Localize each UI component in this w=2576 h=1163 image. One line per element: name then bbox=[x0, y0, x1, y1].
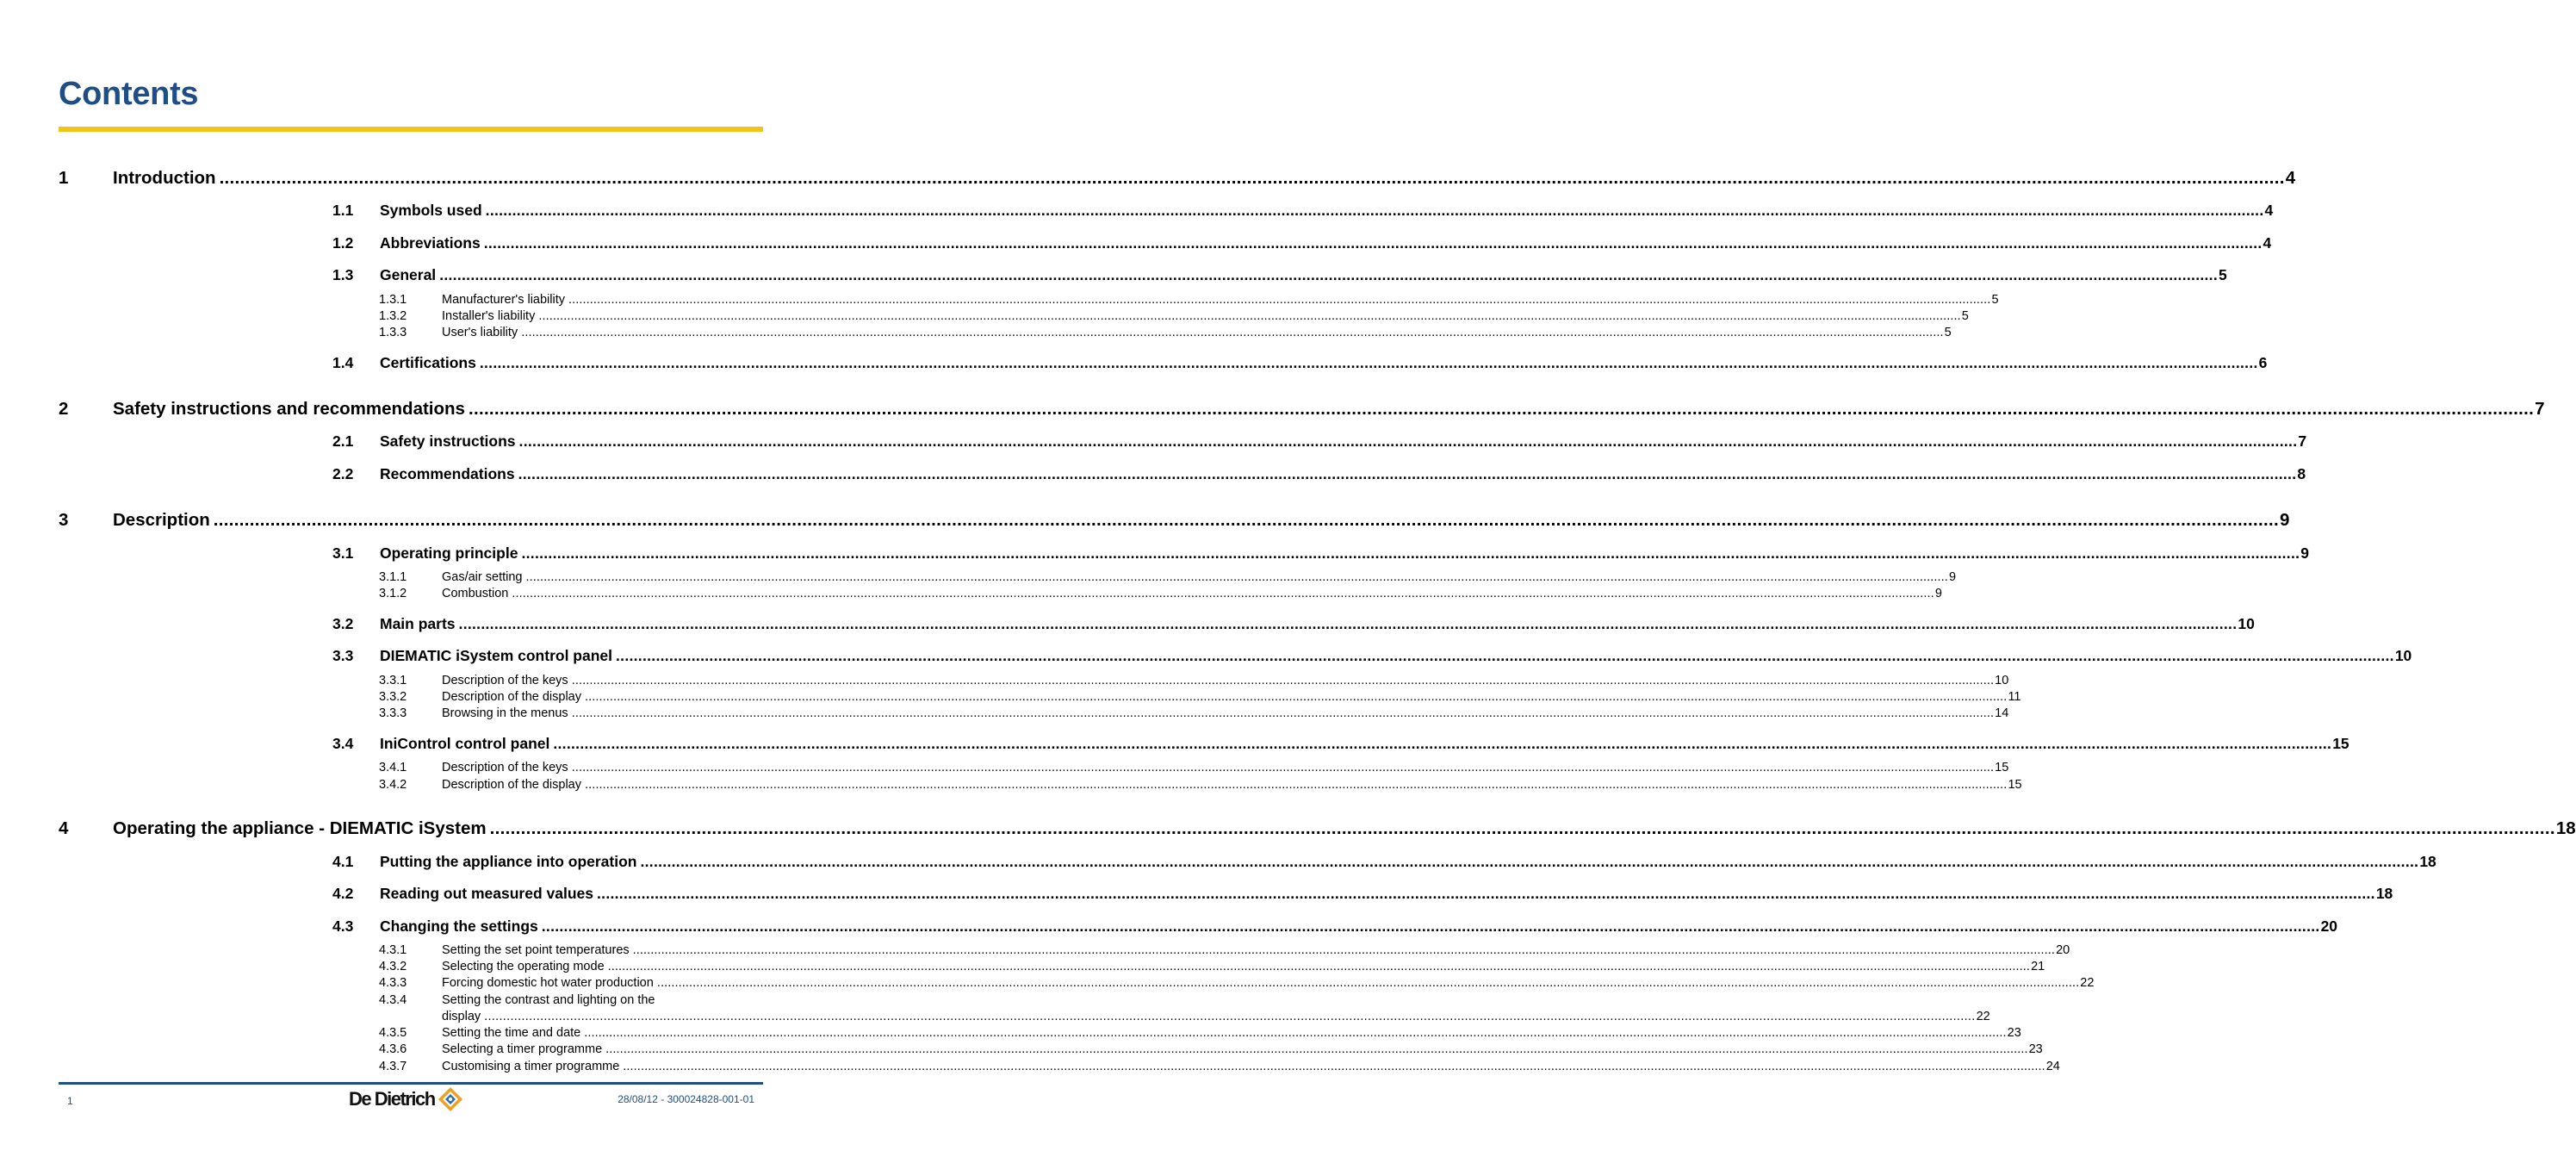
toc-entry-number: 3.1.2 bbox=[379, 587, 407, 600]
toc-entry-page: 23 bbox=[2007, 1026, 2021, 1040]
toc-entry-number: 3.4.2 bbox=[379, 778, 407, 792]
dot-leader: ................................................................................................................................................................................................................................................................................................................................................................................................................ bbox=[584, 1026, 2007, 1040]
toc-entry-level-2[interactable] bbox=[332, 432, 2307, 451]
toc-entry-title: General bbox=[380, 266, 437, 283]
toc-entry-number: 3.4.1 bbox=[379, 761, 407, 774]
toc-entry-number: 3.3 bbox=[332, 647, 354, 664]
dot-leader: ................................................................................................................................................................................................................................................................................................................................................................................................................ bbox=[656, 976, 2080, 990]
toc-entry-number: 4.3.7 bbox=[379, 1060, 407, 1073]
toc-entry-title: Combustion bbox=[442, 587, 509, 600]
toc-entry-level-3[interactable] bbox=[379, 778, 2022, 792]
dot-leader: ................................................................................................................................................................................................................................................................................................................................................................................................................ bbox=[571, 761, 1995, 774]
toc-entry-number: 4.3.5 bbox=[379, 1026, 407, 1040]
toc-entry-level-3[interactable] bbox=[379, 326, 1952, 339]
dot-leader: ................................................................................................................................................................................................................................................................................................................................................................................................................ bbox=[468, 399, 2535, 419]
toc-entry-level-3[interactable] bbox=[379, 570, 1957, 584]
toc-entry-number: 4 bbox=[59, 818, 69, 838]
dot-leader: ................................................................................................................................................................................................................................................................................................................................................................................................................ bbox=[632, 943, 2056, 957]
toc-entry-title: User's liability bbox=[442, 326, 518, 339]
toc-entry-page: 15 bbox=[1995, 761, 2009, 774]
toc-entry-page: 5 bbox=[1944, 326, 1952, 339]
toc-entry-number: 4.3.1 bbox=[379, 943, 407, 957]
toc-entry-title: Selecting a timer programme bbox=[442, 1042, 603, 1056]
toc-entry-level-1[interactable] bbox=[59, 168, 2296, 189]
dot-leader: ................................................................................................................................................................................................................................................................................................................................................................................................................ bbox=[518, 432, 2298, 450]
dot-leader: ................................................................................................................................................................................................................................................................................................................................................................................................................ bbox=[479, 354, 2258, 371]
toc-entry-title: Selecting the operating mode bbox=[442, 960, 605, 973]
toc-entry-page: 11 bbox=[2008, 690, 2021, 704]
brand-name: De Dietrich bbox=[349, 1088, 435, 1110]
toc-entry-title: Main parts bbox=[380, 615, 456, 632]
toc-entry-level-1[interactable] bbox=[59, 399, 2545, 420]
dot-leader: ................................................................................................................................................................................................................................................................................................................................................................................................................ bbox=[525, 570, 1948, 584]
toc-entry-page: 9 bbox=[2300, 544, 2310, 562]
toc-entry-level-2[interactable] bbox=[332, 234, 2272, 252]
toc-entry-title: Setting the time and date bbox=[442, 1026, 581, 1040]
dot-leader: ................................................................................................................................................................................................................................................................................................................................................................................................................ bbox=[521, 544, 2300, 562]
brand-logo bbox=[349, 1086, 463, 1112]
dot-leader: ................................................................................................................................................................................................................................................................................................................................................................................................................ bbox=[512, 587, 1934, 600]
toc-entry-title: Description bbox=[113, 510, 210, 530]
toc-entry-title: Installer's liability bbox=[442, 309, 536, 323]
toc-entry-level-3[interactable] bbox=[379, 587, 1942, 600]
toc-entry-page: 20 bbox=[2320, 917, 2338, 935]
toc-entry-title: Setting the set point temperatures bbox=[442, 943, 630, 957]
dot-leader: ................................................................................................................................................................................................................................................................................................................................................................................................................ bbox=[458, 615, 2238, 632]
toc-entry-page: 24 bbox=[2045, 1060, 2060, 1073]
footer-rule bbox=[59, 1082, 763, 1085]
toc-entry-title: Abbreviations bbox=[380, 234, 481, 252]
toc-entry-number: 3.2 bbox=[332, 615, 354, 632]
toc-entry-page: 6 bbox=[2258, 354, 2268, 371]
toc-entry-page: 20 bbox=[2056, 943, 2070, 957]
toc-entry-number: 1.3.1 bbox=[379, 293, 407, 307]
toc-entry-number: 4.3.2 bbox=[379, 960, 407, 973]
toc-entry-title: DIEMATIC iSystem control panel bbox=[380, 647, 612, 664]
toc-entry-page: 5 bbox=[1961, 309, 1969, 323]
dot-leader: ................................................................................................................................................................................................................................................................................................................................................................................................................ bbox=[605, 1042, 2028, 1056]
toc-entry-level-3[interactable] bbox=[379, 674, 2009, 687]
page-title: Contents bbox=[59, 76, 199, 112]
dot-leader: ................................................................................................................................................................................................................................................................................................................................................................................................................ bbox=[485, 202, 2264, 219]
toc-entry-level-2[interactable] bbox=[332, 647, 2412, 665]
dot-leader: ................................................................................................................................................................................................................................................................................................................................................................................................................ bbox=[616, 647, 2394, 664]
toc-entry-page: 4 bbox=[2263, 234, 2272, 252]
toc-entry-title: Operating the appliance - DIEMATIC iSystem bbox=[113, 818, 487, 838]
toc-entry-number: 3.1 bbox=[332, 544, 354, 562]
dot-leader: ................................................................................................................................................................................................................................................................................................................................................................................................................ bbox=[585, 690, 2008, 704]
toc-entry-page: 22 bbox=[2080, 976, 2095, 990]
dot-leader: ................................................................................................................................................................................................................................................................................................................................................................................................................ bbox=[571, 706, 1995, 720]
toc-entry-page: 5 bbox=[2219, 266, 2227, 283]
toc-entry-page: 10 bbox=[2238, 615, 2255, 632]
toc-entry-title: Description of the keys bbox=[442, 674, 568, 687]
dot-leader: ................................................................................................................................................................................................................................................................................................................................................................................................................ bbox=[568, 293, 1991, 307]
toc-entry-number: 2.1 bbox=[332, 432, 354, 450]
toc-entry-page: 7 bbox=[2535, 399, 2545, 419]
toc-entry-title: Customising a timer programme bbox=[442, 1060, 620, 1073]
toc-entry-level-2[interactable] bbox=[332, 917, 2338, 936]
toc-entry-title: Browsing in the menus bbox=[442, 706, 568, 720]
toc-entry-title: Description of the keys bbox=[442, 761, 568, 774]
toc-entry-continuation[interactable] bbox=[442, 1010, 1990, 1023]
toc-entry-level-3[interactable] bbox=[379, 960, 2045, 973]
toc-entry-level-3[interactable] bbox=[379, 293, 1999, 307]
toc-entry-number: 4.3 bbox=[332, 917, 354, 935]
toc-entry-title: Changing the settings bbox=[380, 917, 538, 935]
toc-entry-title: Introduction bbox=[113, 168, 216, 188]
toc-entry-number: 4.1 bbox=[332, 853, 354, 870]
toc-entry-level-3[interactable] bbox=[379, 309, 1969, 323]
toc-entry-number: 4.3.6 bbox=[379, 1042, 407, 1056]
toc-entry-page: 4 bbox=[2264, 202, 2274, 219]
toc-entry-number: 4.3.3 bbox=[379, 976, 407, 990]
toc-entry-number: 3 bbox=[59, 510, 69, 530]
toc-entry-page: 18 bbox=[2555, 818, 2576, 838]
dot-leader: ................................................................................................................................................................................................................................................................................................................................................................................................................ bbox=[439, 266, 2219, 283]
dot-leader: ................................................................................................................................................................................................................................................................................................................................................................................................................ bbox=[597, 885, 2375, 902]
toc-entry-page: 23 bbox=[2028, 1042, 2043, 1056]
toc-entry-level-1[interactable] bbox=[59, 510, 2290, 531]
toc-entry-page: 9 bbox=[2280, 510, 2290, 530]
dot-leader: ................................................................................................................................................................................................................................................................................................................................................................................................................ bbox=[640, 853, 2419, 870]
toc-entry-level-2[interactable] bbox=[332, 735, 2349, 753]
toc-entry-page: 15 bbox=[2332, 735, 2349, 752]
toc-entry-level-2[interactable] bbox=[332, 544, 2310, 563]
toc-entry-title: IniControl control panel bbox=[380, 735, 550, 752]
toc-entry-number: 2.2 bbox=[332, 465, 354, 482]
toc-entry-level-2[interactable] bbox=[332, 615, 2255, 633]
toc-entry-page: 14 bbox=[1995, 706, 2009, 720]
toc-entry-page: 21 bbox=[2031, 960, 2045, 973]
dot-leader: ................................................................................................................................................................................................................................................................................................................................................................................................................ bbox=[489, 818, 2555, 838]
dot-leader: ................................................................................................................................................................................................................................................................................................................................................................................................................ bbox=[607, 960, 2031, 973]
dot-leader: ................................................................................................................................................................................................................................................................................................................................................................................................................ bbox=[553, 735, 2332, 752]
dot-leader: ................................................................................................................................................................................................................................................................................................................................................................................................................ bbox=[623, 1060, 2045, 1073]
toc-entry-title: Putting the appliance into operation bbox=[380, 853, 637, 870]
toc-entry-level-2[interactable] bbox=[332, 354, 2268, 372]
toc-entry-number: 1.1 bbox=[332, 202, 354, 219]
toc-entry-level-3[interactable] bbox=[379, 976, 2095, 990]
toc-entry-title: Symbols used bbox=[380, 202, 482, 219]
dot-leader: ................................................................................................................................................................................................................................................................................................................................................................................................................ bbox=[484, 1010, 1976, 1023]
toc-entry-level-2[interactable] bbox=[332, 202, 2274, 220]
toc-entry-number: 1.3 bbox=[332, 266, 354, 283]
toc-entry-title: Description of the display bbox=[442, 778, 581, 792]
dot-leader: ................................................................................................................................................................................................................................................................................................................................................................................................................ bbox=[213, 510, 2279, 530]
toc-entry-title-continued: display bbox=[442, 1010, 481, 1023]
toc-entry-title: Reading out measured values bbox=[380, 885, 593, 902]
toc-entry-page: 10 bbox=[2394, 647, 2412, 664]
diamond-logo-icon bbox=[438, 1086, 463, 1112]
dot-leader: ................................................................................................................................................................................................................................................................................................................................................................................................................ bbox=[518, 465, 2297, 482]
toc-entry-title: Forcing domestic hot water production bbox=[442, 976, 654, 990]
dot-leader: ................................................................................................................................................................................................................................................................................................................................................................................................................ bbox=[541, 917, 2320, 935]
toc-entry-level-2[interactable] bbox=[332, 853, 2436, 871]
toc-entry-level-2[interactable] bbox=[332, 885, 2393, 903]
toc-entry-page: 9 bbox=[1948, 570, 1957, 584]
toc-entry-number: 1 bbox=[59, 168, 69, 188]
dot-leader: ................................................................................................................................................................................................................................................................................................................................................................................................................ bbox=[521, 326, 1944, 339]
toc-entry-title: Certifications bbox=[380, 354, 476, 371]
toc-entry-title: Gas/air setting bbox=[442, 570, 523, 584]
toc-entry-number: 4.2 bbox=[332, 885, 354, 902]
toc-entry-level-1[interactable] bbox=[59, 818, 2576, 839]
toc-entry-number: 3.4 bbox=[332, 735, 354, 752]
toc-entry-number: 1.3.3 bbox=[379, 326, 407, 339]
toc-entry-level-3[interactable] bbox=[379, 1026, 2021, 1040]
footer-page-number: 1 bbox=[67, 1095, 73, 1107]
toc-entry-title: Setting the contrast and lighting on the bbox=[442, 993, 655, 1007]
toc-entry-page: 18 bbox=[2375, 885, 2393, 902]
toc-entry-level-3[interactable] bbox=[379, 706, 2009, 720]
toc-entry-title: Recommendations bbox=[380, 465, 515, 482]
toc-entry-page: 8 bbox=[2297, 465, 2306, 482]
toc-entry-level-3[interactable] bbox=[379, 1060, 2060, 1073]
toc-entry-title: Operating principle bbox=[380, 544, 518, 562]
toc-entry-level-3[interactable] bbox=[379, 993, 763, 1007]
toc-entry-page: 7 bbox=[2298, 432, 2307, 450]
toc-entry-number: 3.3.1 bbox=[379, 674, 407, 687]
toc-entry-level-2[interactable] bbox=[332, 266, 2227, 284]
toc-entry-number: 3.3.3 bbox=[379, 706, 407, 720]
toc-entry-level-3[interactable] bbox=[379, 943, 2070, 957]
toc-entry-page: 18 bbox=[2419, 853, 2436, 870]
toc-entry-title: Safety instructions bbox=[380, 432, 516, 450]
toc-entry-number: 1.3.2 bbox=[379, 309, 407, 323]
toc-entry-page: 5 bbox=[1991, 293, 1999, 307]
toc-entry-title: Manufacturer's liability bbox=[442, 293, 565, 307]
dot-leader: ................................................................................................................................................................................................................................................................................................................................................................................................................ bbox=[585, 778, 2008, 792]
dot-leader: ................................................................................................................................................................................................................................................................................................................................................................................................................ bbox=[571, 674, 1995, 687]
toc-entry-number: 2 bbox=[59, 399, 69, 419]
toc-entry-level-3[interactable] bbox=[379, 1042, 2043, 1056]
toc-entry-level-3[interactable] bbox=[379, 761, 2009, 774]
toc-entry-level-2[interactable] bbox=[332, 465, 2306, 483]
dot-leader: ................................................................................................................................................................................................................................................................................................................................................................................................................ bbox=[483, 234, 2263, 252]
toc-entry-level-3[interactable] bbox=[379, 690, 2021, 704]
toc-entry-title: Description of the display bbox=[442, 690, 581, 704]
dot-leader: ................................................................................................................................................................................................................................................................................................................................................................................................................ bbox=[219, 168, 2285, 188]
toc-entry-page: 10 bbox=[1995, 674, 2009, 687]
title-rule bbox=[59, 127, 763, 132]
toc-entry-number: 1.4 bbox=[332, 354, 354, 371]
toc-entry-page: 22 bbox=[1976, 1010, 1990, 1023]
toc-entry-page: 9 bbox=[1934, 587, 1942, 600]
footer-reference: 28/08/12 - 300024828-001-01 bbox=[618, 1093, 754, 1105]
toc-entry-number: 3.1.1 bbox=[379, 570, 407, 584]
toc-entry-number: 4.3.4 bbox=[379, 993, 407, 1007]
dot-leader: ................................................................................................................................................................................................................................................................................................................................................................................................................ bbox=[538, 309, 1961, 323]
toc-entry-title: Safety instructions and recommendations bbox=[113, 399, 465, 419]
toc-entry-page: 4 bbox=[2285, 168, 2296, 188]
toc-entry-number: 1.2 bbox=[332, 234, 354, 252]
toc-entry-number: 3.3.2 bbox=[379, 690, 407, 704]
toc-entry-page: 15 bbox=[2008, 778, 2022, 792]
